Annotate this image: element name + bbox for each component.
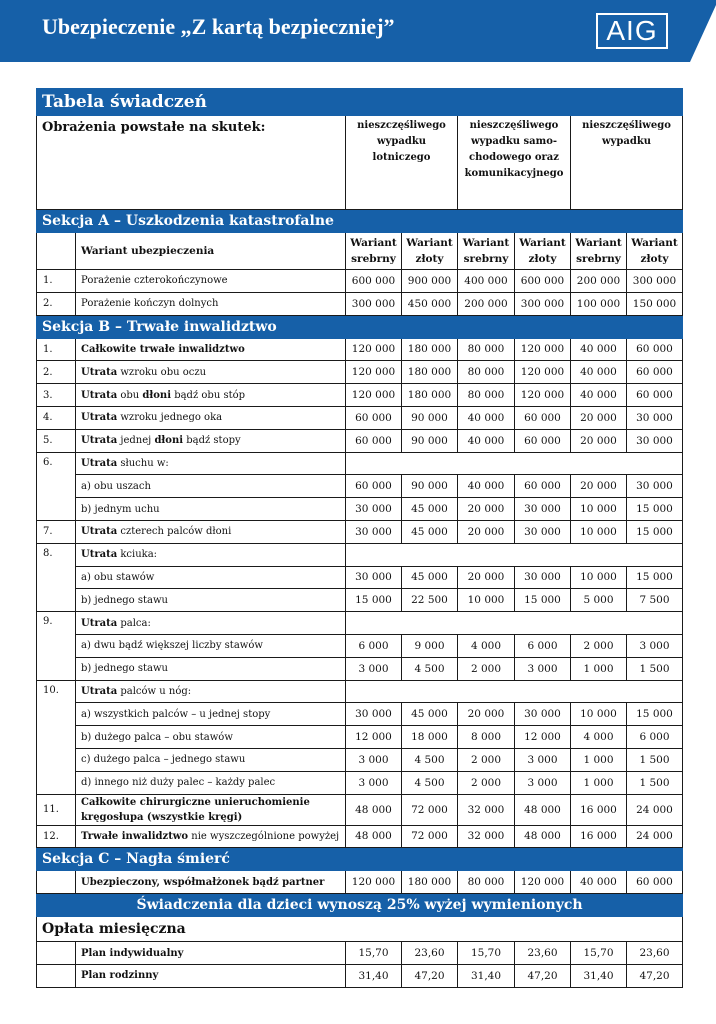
table-row <box>37 566 683 589</box>
value-car-silver: 32 000 <box>458 825 515 848</box>
variant-silver: Wariant srebrny <box>346 233 402 270</box>
variant-gold: Wariant złoty <box>515 233 571 270</box>
empty-cell <box>37 964 76 987</box>
table-row <box>37 942 683 965</box>
row-label-text: wzroku jednego oka <box>117 412 223 424</box>
value-air-silver: 30 000 <box>346 703 402 726</box>
row-label <box>76 942 346 965</box>
row-label-bold: Całkowite chirurgiczne unieruchomienie kręgosłupa (wszystkie kręgi) <box>81 796 310 823</box>
value-car-silver: 80 000 <box>458 338 515 361</box>
row-label-bold: Ubezpieczony, współmałżonek bądź partner <box>81 876 325 888</box>
row-number: 3. <box>37 384 76 407</box>
value-car-silver: 400 000 <box>458 270 515 293</box>
row-label-bold: Utrata <box>81 435 118 447</box>
row-label-text: kciuka: <box>117 549 158 561</box>
value-accident-gold: 300 000 <box>627 270 683 293</box>
value-car-silver: 15,70 <box>458 942 515 965</box>
table-row <box>37 452 683 475</box>
table-row <box>37 964 683 987</box>
section-c-title: Sekcja C – Nagła śmierć <box>37 848 683 871</box>
value-car-gold: 15 000 <box>515 589 571 612</box>
value-accident-silver: 2 000 <box>571 634 627 657</box>
value-air-silver: 31,40 <box>346 964 402 987</box>
value-accident-silver: 31,40 <box>571 964 627 987</box>
value-accident-gold: 1 500 <box>627 771 683 794</box>
value-air-gold: 450 000 <box>402 292 458 315</box>
row-label: b) dużego palca – obu stawów <box>76 726 346 749</box>
table-row <box>37 475 683 498</box>
value-accident-gold: 30 000 <box>627 475 683 498</box>
children-note: Świadczenia dla dzieci wynoszą 25% wyżej wymienionych <box>37 894 683 917</box>
value-car-gold: 30 000 <box>515 520 571 543</box>
value-air-gold: 4 500 <box>402 657 458 680</box>
value-air-gold: 72 000 <box>402 794 458 825</box>
table-row <box>37 498 683 521</box>
row-number: 8. <box>37 543 76 611</box>
section-b-title: Sekcja B – Trwałe inwalidztwo <box>37 315 683 338</box>
value-accident-gold: 30 000 <box>627 406 683 429</box>
value-car-silver: 10 000 <box>458 589 515 612</box>
row-label-text: słuchu w: <box>117 457 169 469</box>
table-row <box>37 338 683 361</box>
variant-row <box>37 233 683 270</box>
value-accident-silver: 10 000 <box>571 703 627 726</box>
row-label: a) obu uszach <box>76 475 346 498</box>
value-air-gold: 23,60 <box>402 942 458 965</box>
table-row <box>37 748 683 771</box>
col-air-accident: nieszczęśliwego wypadku lotniczego <box>346 116 458 210</box>
row-number: 12. <box>37 825 76 848</box>
row-label-bold: Plan rodzinny <box>81 970 159 982</box>
value-accident-silver: 4 000 <box>571 726 627 749</box>
value-accident-silver: 15,70 <box>571 942 627 965</box>
value-car-gold: 120 000 <box>515 361 571 384</box>
value-car-gold: 300 000 <box>515 292 571 315</box>
benefits-table <box>36 88 683 988</box>
variant-silver: Wariant srebrny <box>458 233 515 270</box>
row-number: 2. <box>37 361 76 384</box>
value-air-gold: 9 000 <box>402 634 458 657</box>
value-accident-gold: 23,60 <box>627 942 683 965</box>
value-accident-silver: 20 000 <box>571 406 627 429</box>
row-number: 11. <box>37 794 76 825</box>
table-title: Tabela świadczeń <box>37 89 683 116</box>
value-car-silver: 20 000 <box>458 498 515 521</box>
row-label: b) jednego stawu <box>76 589 346 612</box>
value-car-gold: 60 000 <box>515 406 571 429</box>
value-car-gold: 48 000 <box>515 825 571 848</box>
value-air-gold: 45 000 <box>402 498 458 521</box>
row-number: 9. <box>37 612 76 680</box>
value-accident-silver: 16 000 <box>571 825 627 848</box>
value-air-silver: 3 000 <box>346 657 402 680</box>
row-label: Porażenie kończyn dolnych <box>76 292 346 315</box>
value-accident-gold: 7 500 <box>627 589 683 612</box>
value-accident-silver: 1 000 <box>571 657 627 680</box>
value-accident-silver: 20 000 <box>571 429 627 452</box>
row-label-bold: Utrata <box>81 526 118 538</box>
value-car-gold: 30 000 <box>515 703 571 726</box>
col-car-accident: nieszczęśliwego wypadku samo-chodowego oraz komunikacyjnego <box>458 116 571 210</box>
section-c-row <box>37 848 683 871</box>
value-accident-gold: 150 000 <box>627 292 683 315</box>
row-label-text: jednej <box>117 435 155 447</box>
row-label-bold: Trwałe inwalidztwo <box>81 830 189 842</box>
value-air-silver: 6 000 <box>346 634 402 657</box>
value-air-gold: 45 000 <box>402 703 458 726</box>
value-car-silver: 20 000 <box>458 566 515 589</box>
value-air-silver: 30 000 <box>346 498 402 521</box>
value-car-silver: 2 000 <box>458 748 515 771</box>
value-air-silver: 3 000 <box>346 748 402 771</box>
value-car-gold: 3 000 <box>515 748 571 771</box>
row-label <box>76 406 346 429</box>
row-label-bold: Plan indywidualny <box>81 947 184 959</box>
value-accident-gold: 24 000 <box>627 794 683 825</box>
row-label-text: obu <box>117 389 143 401</box>
value-car-silver: 2 000 <box>458 771 515 794</box>
variant-label: Wariant ubezpieczenia <box>76 233 346 270</box>
value-accident-gold: 60 000 <box>627 871 683 894</box>
row-number: 10. <box>37 680 76 794</box>
row-label <box>76 871 346 894</box>
value-car-gold: 120 000 <box>515 871 571 894</box>
value-air-silver: 48 000 <box>346 825 402 848</box>
table-row <box>37 794 683 825</box>
value-air-silver: 120 000 <box>346 338 402 361</box>
table-row <box>37 406 683 429</box>
value-accident-silver: 100 000 <box>571 292 627 315</box>
fee-title: Opłata miesięczna <box>37 917 683 942</box>
value-accident-gold: 1 500 <box>627 748 683 771</box>
value-car-gold: 120 000 <box>515 338 571 361</box>
value-accident-silver: 40 000 <box>571 871 627 894</box>
value-car-gold: 60 000 <box>515 475 571 498</box>
row-label: a) dwu bądź większej liczby stawów <box>76 634 346 657</box>
value-air-silver: 60 000 <box>346 429 402 452</box>
row-label-bold: Utrata <box>81 685 118 697</box>
row-label-text: palca: <box>117 617 151 629</box>
section-a-row <box>37 210 683 233</box>
value-car-silver: 2 000 <box>458 657 515 680</box>
row-label <box>76 520 346 543</box>
table-row <box>37 384 683 407</box>
row-label <box>76 543 346 566</box>
empty-cell <box>37 233 76 270</box>
value-accident-silver: 200 000 <box>571 270 627 293</box>
table-row <box>37 292 683 315</box>
value-accident-silver: 40 000 <box>571 338 627 361</box>
row-label-bold: Utrata <box>81 617 118 629</box>
col-accident: nieszczęśliwego wypadku <box>571 116 683 210</box>
row-number: 6. <box>37 452 76 520</box>
row-label-bold: Utrata <box>81 389 118 401</box>
value-air-silver: 120 000 <box>346 384 402 407</box>
row-label <box>76 384 346 407</box>
value-air-silver: 120 000 <box>346 361 402 384</box>
value-air-gold: 900 000 <box>402 270 458 293</box>
value-accident-gold: 15 000 <box>627 498 683 521</box>
table-header-row <box>37 116 683 210</box>
row-label-text: bądź stopy <box>183 435 241 447</box>
empty-cell <box>346 680 683 703</box>
row-number: 5. <box>37 429 76 452</box>
value-air-silver: 3 000 <box>346 771 402 794</box>
row-label <box>76 964 346 987</box>
value-car-gold: 3 000 <box>515 657 571 680</box>
table-row <box>37 520 683 543</box>
value-car-silver: 4 000 <box>458 634 515 657</box>
value-car-gold: 600 000 <box>515 270 571 293</box>
empty-cell <box>346 543 683 566</box>
value-car-gold: 120 000 <box>515 384 571 407</box>
row-number: 1. <box>37 338 76 361</box>
row-label-text: czterech palców dłoni <box>117 526 232 538</box>
row-label: c) dużego palca – jednego stawu <box>76 748 346 771</box>
value-accident-gold: 15 000 <box>627 703 683 726</box>
row-label-bold: dłoni <box>154 435 184 447</box>
section-b-row <box>37 315 683 338</box>
row-label <box>76 794 346 825</box>
value-accident-gold: 47,20 <box>627 964 683 987</box>
value-car-silver: 80 000 <box>458 384 515 407</box>
row-label <box>76 680 346 703</box>
value-car-gold: 30 000 <box>515 566 571 589</box>
value-accident-silver: 1 000 <box>571 771 627 794</box>
row-number: 2. <box>37 292 76 315</box>
value-car-silver: 20 000 <box>458 703 515 726</box>
value-air-gold: 22 500 <box>402 589 458 612</box>
row-label-text: nie wyszczególnione powyżej <box>188 830 340 842</box>
table-row <box>37 703 683 726</box>
row-label-bold: dłoni <box>142 389 172 401</box>
row-label-bold: Całkowite trwałe inwalidztwo <box>81 343 245 355</box>
row-label-bold: Utrata <box>81 366 118 378</box>
value-air-gold: 180 000 <box>402 361 458 384</box>
value-car-gold: 48 000 <box>515 794 571 825</box>
value-accident-silver: 40 000 <box>571 361 627 384</box>
value-air-gold: 90 000 <box>402 429 458 452</box>
value-air-silver: 30 000 <box>346 566 402 589</box>
value-air-silver: 60 000 <box>346 475 402 498</box>
value-accident-gold: 15 000 <box>627 520 683 543</box>
value-car-gold: 12 000 <box>515 726 571 749</box>
row-label: b) jednym uchu <box>76 498 346 521</box>
value-air-gold: 47,20 <box>402 964 458 987</box>
value-air-silver: 48 000 <box>346 794 402 825</box>
row-label-text: bądź obu stóp <box>171 389 246 401</box>
value-air-silver: 600 000 <box>346 270 402 293</box>
empty-cell <box>37 942 76 965</box>
table-row <box>37 825 683 848</box>
value-car-silver: 32 000 <box>458 794 515 825</box>
row-label <box>76 452 346 475</box>
value-accident-gold: 60 000 <box>627 361 683 384</box>
row-number: 7. <box>37 520 76 543</box>
value-air-gold: 18 000 <box>402 726 458 749</box>
value-accident-gold: 15 000 <box>627 566 683 589</box>
value-car-gold: 30 000 <box>515 498 571 521</box>
empty-cell <box>37 871 76 894</box>
value-air-gold: 72 000 <box>402 825 458 848</box>
aig-logo: AIG <box>596 13 668 49</box>
value-car-silver: 20 000 <box>458 520 515 543</box>
value-air-silver: 120 000 <box>346 871 402 894</box>
value-accident-silver: 16 000 <box>571 794 627 825</box>
value-accident-gold: 24 000 <box>627 825 683 848</box>
variant-silver: Wariant srebrny <box>571 233 627 270</box>
table-row <box>37 657 683 680</box>
table-row <box>37 270 683 293</box>
value-accident-gold: 6 000 <box>627 726 683 749</box>
injuries-heading: Obrażenia powstałe na skutek: <box>37 116 346 210</box>
table-row <box>37 634 683 657</box>
table-row <box>37 361 683 384</box>
value-air-gold: 45 000 <box>402 520 458 543</box>
children-note-row <box>37 894 683 917</box>
value-car-silver: 31,40 <box>458 964 515 987</box>
row-label-text: palców u nóg: <box>117 685 192 697</box>
variant-gold: Wariant złoty <box>402 233 458 270</box>
value-car-silver: 40 000 <box>458 475 515 498</box>
value-accident-silver: 10 000 <box>571 520 627 543</box>
row-label: Porażenie czterokończynowe <box>76 270 346 293</box>
empty-cell <box>346 452 683 475</box>
value-air-gold: 180 000 <box>402 384 458 407</box>
section-a-title: Sekcja A – Uszkodzenia katastrofalne <box>37 210 683 233</box>
table-row <box>37 612 683 635</box>
row-label: d) innego niż duży palec – każdy palec <box>76 771 346 794</box>
variant-gold: Wariant złoty <box>627 233 683 270</box>
value-car-silver: 8 000 <box>458 726 515 749</box>
value-air-silver: 300 000 <box>346 292 402 315</box>
value-air-silver: 15,70 <box>346 942 402 965</box>
row-label-bold: Utrata <box>81 412 118 424</box>
row-label <box>76 612 346 635</box>
row-number: 1. <box>37 270 76 293</box>
value-car-silver: 40 000 <box>458 429 515 452</box>
table-title-row <box>37 89 683 116</box>
row-label-bold: Utrata <box>81 457 118 469</box>
table-row <box>37 771 683 794</box>
document-title: Ubezpieczenie „Z kartą bezpieczniej” <box>42 14 395 39</box>
row-label-bold: Utrata <box>81 549 118 561</box>
table-row <box>37 429 683 452</box>
value-air-gold: 90 000 <box>402 475 458 498</box>
row-label: b) jednego stawu <box>76 657 346 680</box>
row-number: 4. <box>37 406 76 429</box>
value-car-gold: 23,60 <box>515 942 571 965</box>
value-car-silver: 80 000 <box>458 361 515 384</box>
value-accident-silver: 10 000 <box>571 566 627 589</box>
value-car-gold: 3 000 <box>515 771 571 794</box>
value-car-gold: 47,20 <box>515 964 571 987</box>
value-accident-gold: 60 000 <box>627 384 683 407</box>
value-accident-gold: 30 000 <box>627 429 683 452</box>
table-row <box>37 543 683 566</box>
table-row <box>37 871 683 894</box>
row-label: a) wszystkich palców – u jednej stopy <box>76 703 346 726</box>
value-car-silver: 200 000 <box>458 292 515 315</box>
value-air-silver: 30 000 <box>346 520 402 543</box>
value-car-gold: 60 000 <box>515 429 571 452</box>
value-air-gold: 180 000 <box>402 871 458 894</box>
value-accident-gold: 60 000 <box>627 338 683 361</box>
fee-title-row <box>37 917 683 942</box>
value-car-silver: 40 000 <box>458 406 515 429</box>
table-row <box>37 589 683 612</box>
value-air-gold: 90 000 <box>402 406 458 429</box>
row-label: a) obu stawów <box>76 566 346 589</box>
value-air-gold: 180 000 <box>402 338 458 361</box>
row-label-text: wzroku obu oczu <box>117 366 207 378</box>
row-label <box>76 338 346 361</box>
value-air-silver: 12 000 <box>346 726 402 749</box>
row-label <box>76 361 346 384</box>
value-accident-silver: 1 000 <box>571 748 627 771</box>
empty-cell <box>346 612 683 635</box>
value-accident-gold: 3 000 <box>627 634 683 657</box>
value-accident-silver: 40 000 <box>571 384 627 407</box>
value-car-gold: 6 000 <box>515 634 571 657</box>
value-air-silver: 15 000 <box>346 589 402 612</box>
value-car-silver: 80 000 <box>458 871 515 894</box>
value-air-gold: 45 000 <box>402 566 458 589</box>
row-label <box>76 429 346 452</box>
value-air-silver: 60 000 <box>346 406 402 429</box>
value-air-gold: 4 500 <box>402 748 458 771</box>
value-accident-silver: 20 000 <box>571 475 627 498</box>
value-accident-silver: 10 000 <box>571 498 627 521</box>
table-row <box>37 680 683 703</box>
table-row <box>37 726 683 749</box>
value-accident-silver: 5 000 <box>571 589 627 612</box>
value-accident-gold: 1 500 <box>627 657 683 680</box>
row-label <box>76 825 346 848</box>
value-air-gold: 4 500 <box>402 771 458 794</box>
